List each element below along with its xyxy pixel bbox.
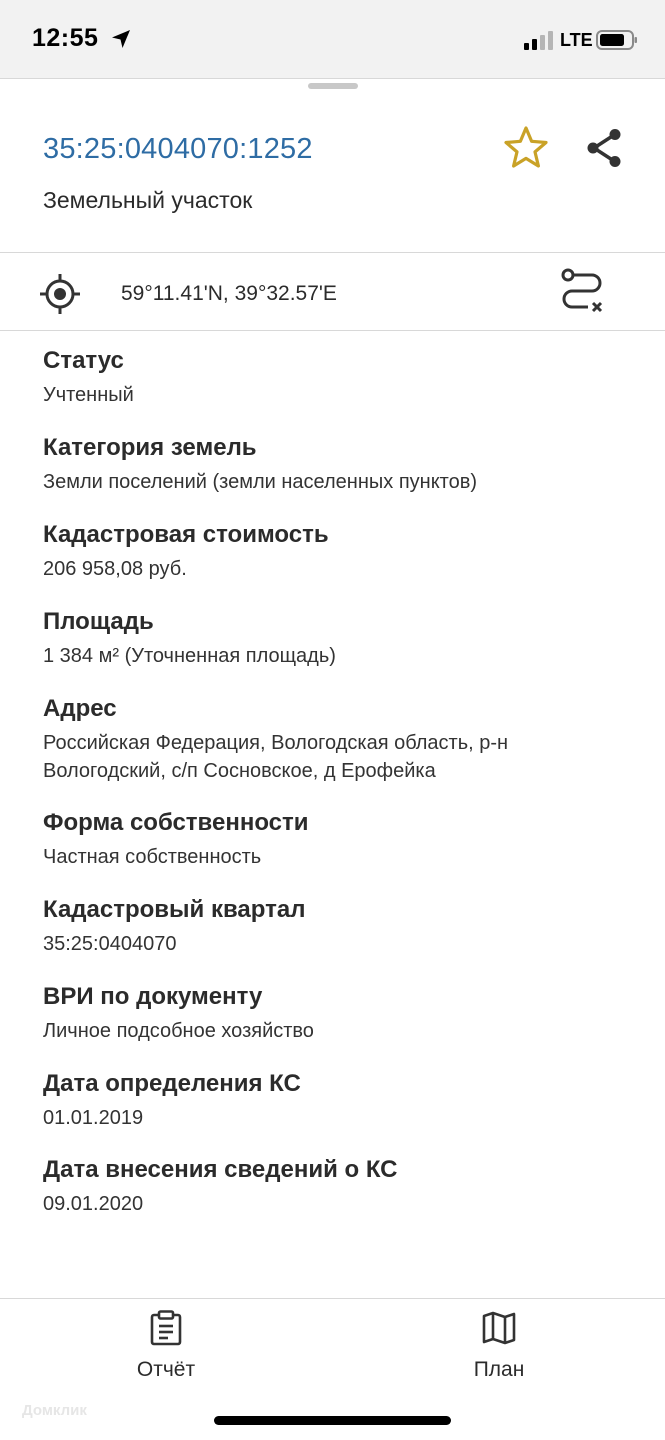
status-time: 12:55 xyxy=(32,24,99,52)
field-label: Кадастровый квартал xyxy=(43,896,306,923)
field-value: Личное подсобное хозяйство xyxy=(43,1020,314,1042)
battery-icon xyxy=(596,30,638,50)
plan-tab-label: План xyxy=(473,1358,525,1381)
field-value: 1 384 м² (Уточненная площадь) xyxy=(43,645,336,667)
field-label: Адрес xyxy=(43,695,117,722)
sheet-grabber[interactable] xyxy=(308,83,358,89)
cadastral-number-title: 35:25:0404070:1252 xyxy=(43,133,313,165)
home-indicator[interactable] xyxy=(214,1416,451,1425)
field-value: 01.01.2019 xyxy=(43,1107,144,1129)
star-icon[interactable] xyxy=(502,124,550,172)
field-value: 35:25:0404070 xyxy=(43,933,177,955)
target-icon[interactable] xyxy=(40,274,80,314)
object-type-subtitle: Земельный участок xyxy=(43,187,253,213)
signal-icon xyxy=(524,30,554,50)
watermark: Домклик xyxy=(22,1402,87,1419)
status-bar xyxy=(0,0,665,78)
field-value: Учтенный xyxy=(43,384,134,406)
field-value: Частная собственность xyxy=(43,846,262,868)
field-label: Кадастровая стоимость xyxy=(43,521,329,548)
field-label: ВРИ по документу xyxy=(43,983,263,1010)
network-type: LTE xyxy=(560,30,593,50)
map-icon xyxy=(481,1310,517,1346)
share-icon[interactable] xyxy=(582,126,626,170)
sheet-border xyxy=(0,78,665,79)
tabbar-border xyxy=(0,1298,665,1299)
coordinates-text[interactable]: 59°11.41'N, 39°32.57'E xyxy=(121,282,337,305)
field-label: Дата внесения сведений о КС xyxy=(43,1156,398,1183)
location-arrow-icon xyxy=(110,28,132,50)
field-label: Форма собственности xyxy=(43,809,309,836)
report-tab-label: Отчёт xyxy=(136,1358,196,1381)
route-icon[interactable] xyxy=(556,266,608,318)
field-label: Категория земель xyxy=(43,434,257,461)
field-value: 09.01.2020 xyxy=(43,1193,144,1215)
field-label: Статус xyxy=(43,347,124,374)
divider xyxy=(0,252,665,253)
report-tab[interactable] xyxy=(96,1310,236,1390)
field-label: Площадь xyxy=(43,608,154,635)
plan-tab[interactable] xyxy=(429,1310,569,1390)
field-label: Дата определения КС xyxy=(43,1070,301,1097)
field-value: Земли поселений (земли населенных пунктов) xyxy=(43,471,478,493)
divider xyxy=(0,330,665,331)
field-value: Российская Федерация, Вологодская область, р-н Вологодский, с/п Сосновское, д Ерофейка xyxy=(43,732,509,782)
clipboard-icon xyxy=(149,1310,183,1346)
field-value: 206 958,08 руб. xyxy=(43,558,187,580)
